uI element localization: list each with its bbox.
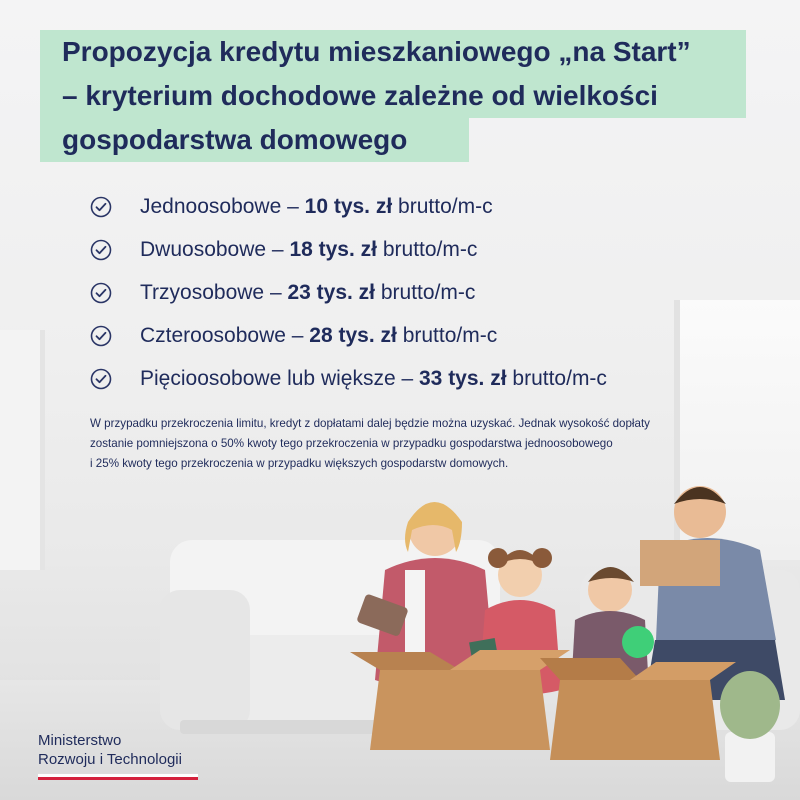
item-suffix: brutto/m-c — [402, 323, 498, 347]
item-suffix: brutto/m-c — [382, 237, 478, 261]
title-line-3: gospodarstwa domowego — [40, 118, 469, 162]
item-suffix: brutto/m-c — [398, 194, 493, 218]
check-circle-icon — [90, 239, 112, 261]
check-circle-icon — [90, 368, 112, 390]
item-amount: 33 tys. zł — [419, 366, 507, 390]
item-label: Jednoosobowe – — [140, 194, 299, 218]
item-amount: 23 tys. zł — [287, 280, 376, 304]
title-line-2: – kryterium dochodowe zależne od wielkości — [40, 74, 746, 118]
list-item — [90, 271, 607, 314]
plant-pot — [720, 671, 780, 782]
item-amount: 28 tys. zł — [309, 323, 397, 347]
logo-line-2: Rozwoju i Technologii — [38, 751, 182, 768]
check-circle-icon — [90, 325, 112, 347]
item-amount: 10 tys. zł — [304, 194, 393, 218]
check-circle-icon — [90, 282, 112, 304]
polish-flag-bar — [38, 773, 198, 780]
item-amount: 18 tys. zł — [289, 237, 377, 261]
list-item — [90, 228, 607, 271]
check-circle-icon — [90, 196, 112, 218]
title-block — [40, 30, 746, 162]
income-criteria-list — [90, 185, 607, 400]
background-window-left — [0, 330, 45, 570]
logo-line-1: Ministerstwo — [38, 732, 122, 749]
list-item — [90, 185, 607, 228]
ministry-logo — [38, 731, 198, 780]
cardboard-boxes — [350, 650, 736, 760]
title-line-1: Propozycja kredytu mieszkaniowego „na Start” — [40, 30, 746, 74]
item-suffix: brutto/m-c — [512, 366, 607, 390]
footnote-line-2: zostanie pomniejszona o 50% kwoty tego przekroczenia w przypadku gospodarstwa jednoosobowego — [90, 437, 613, 450]
list-item — [90, 314, 607, 357]
family-photo-illustration — [160, 470, 800, 800]
item-label: Pięcioosobowe lub większe – — [140, 366, 414, 390]
list-item — [90, 357, 607, 400]
item-suffix: brutto/m-c — [380, 280, 476, 304]
item-label: Czteroosobowe – — [140, 323, 304, 347]
item-label: Dwuosobowe – — [140, 237, 284, 261]
item-label: Trzyosobowe – — [140, 280, 282, 304]
footnote — [90, 414, 770, 474]
footnote-line-3: i 25% kwoty tego przekroczenia w przypadku większych gospodarstw domowych. — [90, 457, 509, 470]
footnote-line-1: W przypadku przekroczenia limitu, kredyt z dopłatami dalej będzie można uzyskać. Jednak wysokość dopłaty — [90, 417, 650, 430]
